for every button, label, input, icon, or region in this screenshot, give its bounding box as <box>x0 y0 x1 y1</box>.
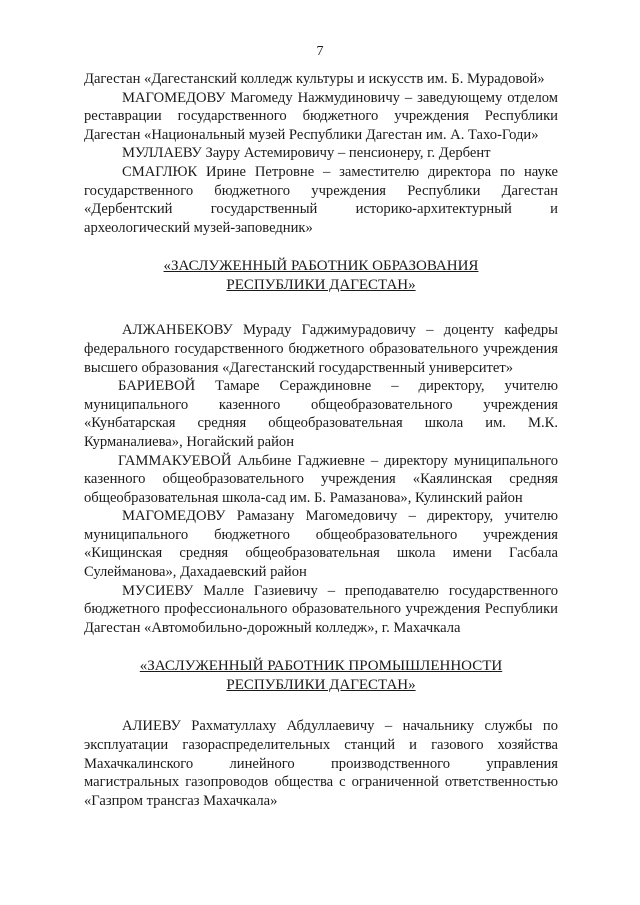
paragraph-magomedov-r: МАГОМЕДОВУ Рамазану Магомедовичу – директору, учителю муниципального бюджетного общеобразовательного учреждения «Кищинская средняя общеобразовательная школа имени Гасбала Сулейманова», Дахадаевский район <box>84 508 558 581</box>
paragraph-magomedov-m: МАГОМЕДОВУ Магомеду Нажмудиновичу – заведующему отделом реставрации государственного бюджетного учреждения Республики Дагестан «Национальный музей Республики Дагестан им. А. Тахо-Годи» <box>84 89 558 143</box>
paragraph-aliev: АЛИЕВУ Рахматуллаху Абдуллаевичу – начальнику службы по эксплуатации газораспределительных станций и газового хозяйства Махачкалинского линейного производственного управления магистральных газопроводов общества с ограниченной ответственностью «Газпром трансгаз Махачкала» <box>84 718 558 809</box>
paragraph-smaglyuk: СМАГЛЮК Ирине Петровне – заместителю директора по науке государственного бюджетного учреждения Республики Дагестан «Дербентский государственный историко-архитектурный и археологический музей-заповедник» <box>84 163 558 236</box>
section-heading-education-line1: «ЗАСЛУЖЕННЫЙ РАБОТНИК ОБРАЗОВАНИЯ <box>163 258 479 275</box>
section-heading-industry-line1: «ЗАСЛУЖЕННЫЙ РАБОТНИК ПРОМЫШЛЕННОСТИ <box>139 658 503 675</box>
page-number: 7 <box>316 44 324 59</box>
section-heading-education-line2: РЕСПУБЛИКИ ДАГЕСТАН» <box>226 277 416 294</box>
document-body <box>84 70 558 810</box>
paragraph-intro-continuation: Дагестан «Дагестанский колледж культуры и искусств им. Б. Мурадовой» <box>84 71 545 87</box>
paragraph-gammakueva: ГАММАКУЕВОЙ Альбине Гаджиевне – директору муниципального казенного общеобразовательного учреждения «Каялинская средняя общеобразовательная школа-сад им. Б. Рамазанова», Кулинский район <box>84 452 558 506</box>
paragraph-musiev: МУСИЕВУ Малле Газиевичу – преподавателю государственного бюджетного профессионального образовательного учреждения Республики Дагестан «Автомобильно-дорожный колледж», г. Махачкала <box>84 582 558 636</box>
paragraph-mullaev: МУЛЛАЕВУ Зауру Астемировичу – пенсионеру, г. Дербент <box>122 145 491 162</box>
section-heading-industry-line2: РЕСПУБЛИКИ ДАГЕСТАН» <box>226 677 416 694</box>
paragraph-alzhanbekov: АЛЖАНБЕКОВУ Мураду Гаджимурадовичу – доценту кафедры федерального государственного бюджетного образовательного учреждения высшего образования «Дагестанский государственный университет» <box>84 322 558 376</box>
paragraph-barieva: БАРИЕВОЙ Тамаре Сераждиновне – директору, учителю муниципального казенного общеобразовательного учреждения «Кунбатарская средняя общеобразовательная школа им. М.К. Курманалиева», Ногайский район <box>84 378 558 450</box>
